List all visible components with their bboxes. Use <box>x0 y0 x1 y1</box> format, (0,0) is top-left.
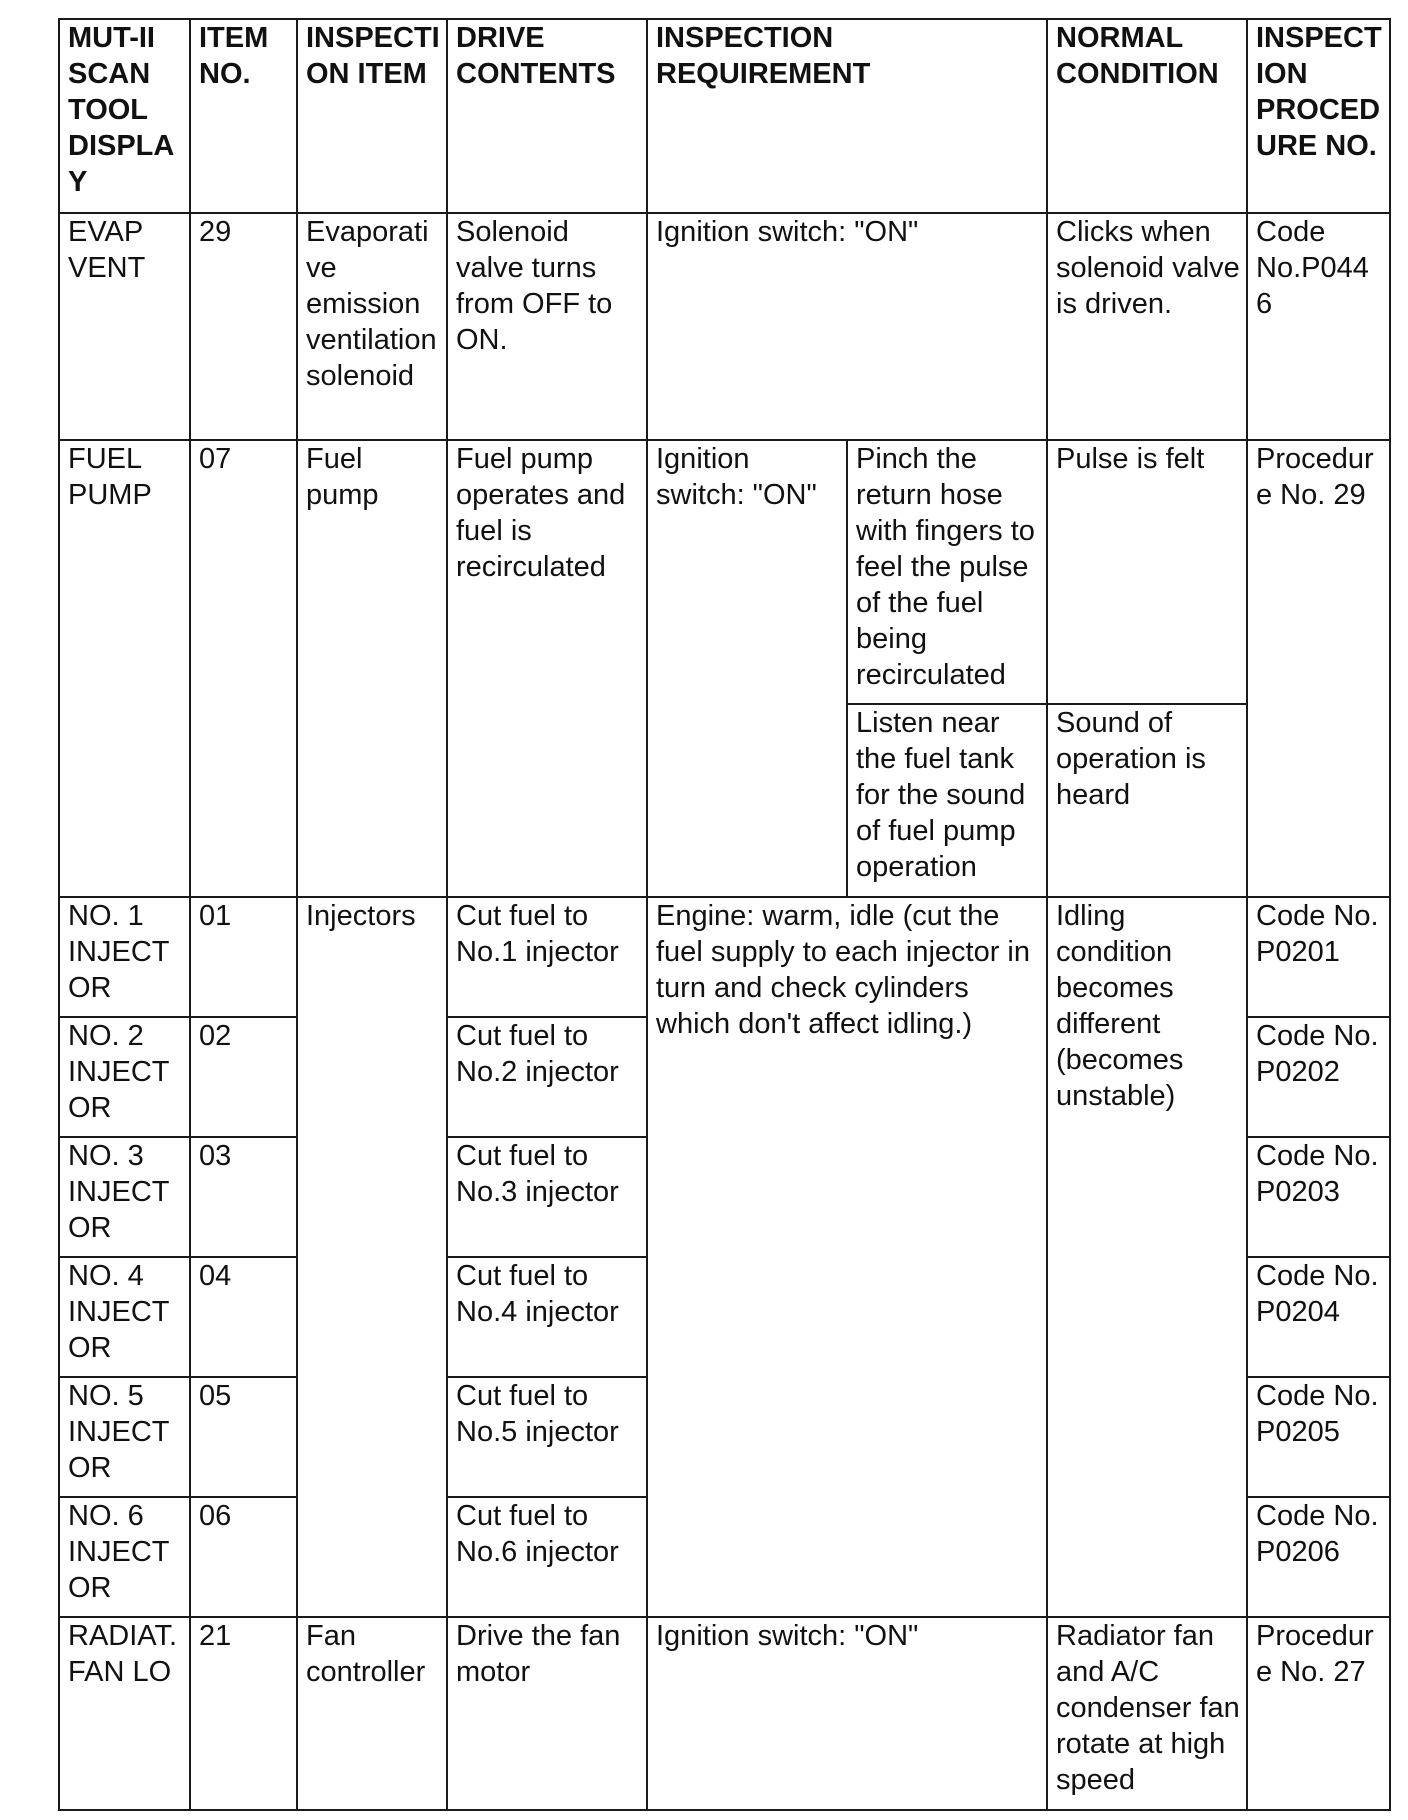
table-row <box>59 440 1390 704</box>
fuel-pump-check-method-1: Pinch the return hose with fingers to feel the pulse of the fuel being recirculated <box>847 440 1047 704</box>
injector-item-no: 05 <box>190 1377 297 1497</box>
injector-drive-contents: Cut fuel to No.5 injector <box>447 1377 647 1497</box>
injector-item-no: 02 <box>190 1017 297 1137</box>
table-row <box>59 1617 1390 1810</box>
injector-drive-contents: Cut fuel to No.2 injector <box>447 1017 647 1137</box>
radiator-fan-procedure-no: Procedure No. 27 <box>1247 1617 1390 1810</box>
injector-display: NO. 3 INJECTOR <box>59 1137 190 1257</box>
injectors-normal-condition: Idling condition becomes different (becomes unstable) <box>1047 897 1247 1617</box>
header-normal-condition: NORMAL CONDITION <box>1047 19 1247 213</box>
radiator-fan-normal-condition: Radiator fan and A/C condenser fan rotate at high speed <box>1047 1617 1247 1810</box>
injector-item-no: 03 <box>190 1137 297 1257</box>
injector-display: NO. 6 INJECTOR <box>59 1497 190 1617</box>
header-item-no: ITEM NO. <box>190 19 297 213</box>
injector-procedure-no: Code No. P0202 <box>1247 1017 1390 1137</box>
evap-inspection-item: Evaporative emission ventilation solenoid <box>297 213 447 440</box>
injector-display: NO. 2 INJECTOR <box>59 1017 190 1137</box>
fuel-pump-display: FUEL PUMP <box>59 440 190 897</box>
injector-display: NO. 1 INJECTOR <box>59 897 190 1017</box>
fuel-pump-inspection-item: Fuel pump <box>297 440 447 897</box>
evap-display: EVAP VENT <box>59 213 190 440</box>
radiator-fan-item-no: 21 <box>190 1617 297 1810</box>
actuator-test-table-wrapper <box>58 18 1391 1811</box>
radiator-fan-drive-contents: Drive the fan motor <box>447 1617 647 1810</box>
injector-item-no: 01 <box>190 897 297 1017</box>
injector-procedure-no: Code No. P0206 <box>1247 1497 1390 1617</box>
fuel-pump-item-no: 07 <box>190 440 297 897</box>
fuel-pump-normal-condition-1: Pulse is felt <box>1047 440 1247 704</box>
evap-requirement: Ignition switch: "ON" <box>647 213 1047 440</box>
injector-procedure-no: Code No. P0201 <box>1247 897 1390 1017</box>
radiator-fan-requirement: Ignition switch: "ON" <box>647 1617 1047 1810</box>
injector-drive-contents: Cut fuel to No.3 injector <box>447 1137 647 1257</box>
evap-drive-contents: Solenoid valve turns from OFF to ON. <box>447 213 647 440</box>
injector-item-no: 06 <box>190 1497 297 1617</box>
injector-drive-contents: Cut fuel to No.1 injector <box>447 897 647 1017</box>
radiator-fan-display: RADIAT. FAN LO <box>59 1617 190 1810</box>
header-display: MUT-II SCAN TOOL DISPLAY <box>59 19 190 213</box>
injector-procedure-no: Code No. P0204 <box>1247 1257 1390 1377</box>
fuel-pump-check-method-2: Listen near the fuel tank for the sound of fuel pump operation <box>847 704 1047 897</box>
injectors-requirement: Engine: warm, idle (cut the fuel supply to each injector in turn and check cylinders which don't affect idling.) <box>647 897 1047 1617</box>
fuel-pump-drive-contents: Fuel pump operates and fuel is recirculated <box>447 440 647 897</box>
evap-procedure-no: Code No.P0446 <box>1247 213 1390 440</box>
fuel-pump-normal-condition-2: Sound of operation is heard <box>1047 704 1247 897</box>
injector-display: NO. 5 INJECTOR <box>59 1377 190 1497</box>
injector-procedure-no: Code No. P0203 <box>1247 1137 1390 1257</box>
fuel-pump-procedure-no: Procedure No. 29 <box>1247 440 1390 897</box>
header-inspection-item: INSPECTION ITEM <box>297 19 447 213</box>
fuel-pump-requirement: Ignition switch: "ON" <box>647 440 847 897</box>
evap-normal-condition: Clicks when solenoid valve is driven. <box>1047 213 1247 440</box>
header-inspection-requirement: INSPECTION REQUIREMENT <box>647 19 1047 213</box>
injector-drive-contents: Cut fuel to No.4 injector <box>447 1257 647 1377</box>
radiator-fan-inspection-item: Fan controller <box>297 1617 447 1810</box>
table-row <box>59 213 1390 440</box>
header-row <box>59 19 1390 213</box>
header-procedure-no: INSPECTION PROCEDURE NO. <box>1247 19 1390 213</box>
evap-item-no: 29 <box>190 213 297 440</box>
table-row <box>59 897 1390 1017</box>
injectors-inspection-item: Injectors <box>297 897 447 1617</box>
header-drive-contents: DRIVE CONTENTS <box>447 19 647 213</box>
actuator-test-table <box>58 18 1391 1811</box>
injector-item-no: 04 <box>190 1257 297 1377</box>
injector-procedure-no: Code No. P0205 <box>1247 1377 1390 1497</box>
injector-display: NO. 4 INJECTOR <box>59 1257 190 1377</box>
injector-drive-contents: Cut fuel to No.6 injector <box>447 1497 647 1617</box>
